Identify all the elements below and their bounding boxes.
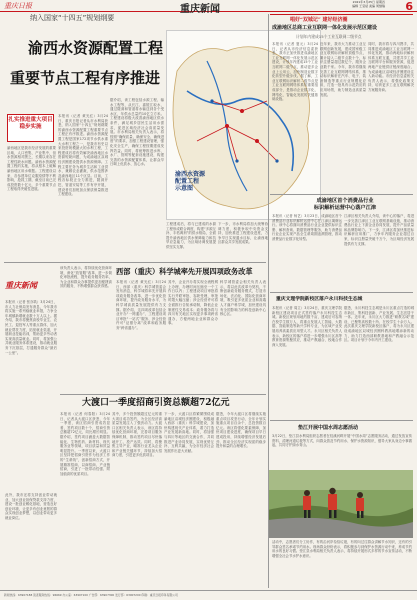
photo-story-text: 3月22日，垫江县水利局组织志愿者在桂溪河畔开展“中国水周”志愿服务活动，通过发放宣传资料、清理河道垃圾等方式，向群众普及节约用水、保护水资源知识，倡导大家从身边小事做起，共同守护绿水青山。	[272, 434, 412, 448]
lower-col2: 其中，多个投资额超过亿元的重大项目成功签约，为全区经济高质量发展注入了强劲动力。大渡口区相关负责人表示，该区将持续优化营商环境，完善项目服务保障机制，推动签约项目尽快落地开工、投产达效。同时，将聚焦主导产业，瞄准行业龙头企业和产业链关键环节，持续加大招商力度，引进更多优质项目。	[112, 412, 162, 458]
right-low-col1: 本报讯（记者 周立）3月24日，重庆文理学院新校区建设项目正式签约落户永川科技生态城。新校区规划用地约数千亩，建成后可容纳在校学生数万人，将重点发展人工智能、大数据、智能制造等新兴学科专业，为区域产业发展培养高素质应用型人才。永川区相关负责人表示，新校区的落户将进一步增强永川区高等教育资源集聚效应，推动产教融合、校地合作深入发展。	[272, 306, 342, 347]
lead-body-col0: 渝西地区是我市经济发展的重要区域，人口密集、产业集中，但水资源相对匮乏，长期以来存在工程性缺水问题。渝西水资源配置工程的实施，将从根本上破解渝西地区用水难题。工程建设以来，各参建单位克服疫情等不利影响，抢抓工期，截至目前已完成投资数十亿元，多个重要节点工程取得突破性进展。	[7, 146, 56, 192]
right-top-title: 成渝地区总商工业互联网一体化发展示范区建设	[272, 25, 378, 31]
page-footer: 新闻热线：63907188 读者服务热线：96669 办公室：63907100 广告部：63907300 发行部：63907200 印刷：重庆日报印务有限公司	[0, 590, 417, 600]
photo-story-title: 垫江开展中国水周志愿活动	[298, 425, 359, 431]
masthead	[0, 0, 417, 15]
newspaper-logo: 重庆日报	[4, 2, 32, 10]
section-scroll-label: 重庆新闻	[5, 280, 37, 290]
lead-body-col1: 本报讯（记者 黄光红）3月24日，重庆日报记者从市水利局获悉，纳入国家“十四五”规划纲要的渝西水资源配置工程重要节点工程正有序推进。渝西水资源配置工程是国家172项节水供水重大水利工程之一，是我市有史以来投资规模最大的水利工程，工程建成后将有效解决渝西地区水资源短缺问题，为成渝地区双城经济圈建设提供水资源保障。工程主要任务为城乡生活和工业供水，兼顾农业灌溉，供水范围涉及渝西地区11个区县。目前，工程各标段正全力推进，隧洞开挖、管道安装等工作有序开展，建设者们加班加点保质保量推进工程建设。	[58, 114, 108, 197]
right-top-kicker: 唱好“双城记” 建好经济圈	[290, 17, 348, 23]
lead-title-line2: 重要节点工程有序推进	[10, 69, 161, 87]
lower-col3: 下一步，大渡口区将紧紧围绕成渝地区双城经济圈建设，积极融入西部（重庆）科学城建设，加快构建现代产业体系，着力打造产业发展新高地。同时，将加强与四川等地区的交流合作，共同推进产业协同发展，实现优势互补、互利共赢，为全市经济社会发展作出更大贡献。	[164, 412, 214, 453]
date-line: 2021年3月25日 星期四 编辑 王莹斌 美编 周继瑞	[352, 0, 385, 8]
left-mid-col1: 本报讯（记者 张亦筑）3月24日，市人力社保局发布消息，今年我市将实施一系列稳就业举措，力争全年城镇新增就业数十万人以上。据介绍，我市将聚焦高校毕业生、农民工、退役军人等重点群体，加大就业帮扶力度，拓宽就业渠道，开展职业技能培训，帮助更多劳动者实现高质量就业。同时，将加强公共就业服务体系建设，推动就业服务下沉基层，打通服务群众“最后一公里”。	[5, 300, 57, 355]
mid-col3: 科学城管委会相关负责人表示，将以此次改革为契机，不断创新政务服务模式，打造市场化、法治化、国际化营商环境，吸引更多优质企业和高端人才落户科学城，加快建设具有全国影响力的科技创新中心核心区。	[220, 280, 266, 317]
lead-body-col3: 工程建成后，将与已建成的水源工程形成联合调度，构建“多源互补、丰枯调剂”的供水格局，全面提升渝西地区供水保障能力和抗旱应急能力，为区域协调发展提供坚实支撑。	[166, 222, 216, 249]
left-low-col1: 此外，我市还将支持创业带动就业，加大创业担保贷款支持力度，建设一批创业孵化基地，营造良好创业环境，让更多有创业意愿的群众实现创业梦想，以创业带动更多就业岗位。	[5, 493, 57, 520]
page-number: 6	[405, 0, 413, 13]
right-top-col3: 同时，我市将与四川携手，共同推进成渝地区工业互联网一体化发展，推动两地标识解析体系互联互通，共建共享工业互联网平台和服务资源，促进两地产业链供应链深度融合，为成渝地区双城经济圈建设注入新动能。市经济信息委相关负责人表示，将强化政策支持，培育更多工业互联网解决方案服务商。	[368, 42, 414, 92]
lower-col4: 据悉，今年大渡口区将继续实施重点项目攻坚行动，全年计划实施重点项目百余个，总投资数百亿元。该区将强化要素保障，加快项目建设进度，确保项目早日建成投用，持续增强经济发展后劲，推动全区经济实现质的稳步提升和量的合理增长。	[216, 412, 266, 449]
section-title: 重庆新闻	[180, 4, 220, 15]
right-low-col2: 据悉，永川科技生态城是永川区重点打造的城市新区，集科技创新、产业发展、生态宜居于一体。近年来，永川区大力推进“职教名城”建设，已聚集高校数十所、在校学生十余万人。此次重庆文理学院新校区落户，将为永川区建设成渝地区双城经济圈科教高地增添新的动力，助力打造西部职教基地和产教融合示范区。项目计划于今年内开工建设。	[344, 306, 414, 343]
lead-body-col4: 下一步，市水利局将加大统筹协调力度，积极争取中央资金支持，加快推进工程建设进度，力争早日实现通水目标，让渝西地区群众共享发展成果。	[218, 222, 268, 245]
right-top-subtitle: 计划年内建成15个工业互联网二级节点	[296, 34, 362, 39]
right-mid-col1: 本报讯（记者 杨艺）3月23日，成渝地区首个消费品行业标识解析运营中心在江津区揭牌运行。该中心将面向消费品行业企业提供标识注册、解析查询、数据管理等服务，助力消费品行业企业实现产品全生命周期追溯管理，推动消费品行业数字化转型。	[272, 214, 342, 241]
lead-body-col2: 据介绍，该工程包括水源工程、输水工程等，从长江、嘉陵江取水，通过隧洞和管道将水输送到各个受水区，年供水总量约10亿立方米。工程建设将极大改善渝西地区供水条件，满足城乡居民生活用水需求，促进区域经济社会高质量发展。市水利局相关负责人表示，将按照“确保质量、确保安全、确保进度”的要求，加强工程建设管理，强化安全生产，确保工程按期建成发挥效益。同时，将统筹推进水库、水厂、管网等配套设施建设，构建完善的水资源配置体系，让群众早日喝上优质水、放心水。	[110, 98, 164, 167]
right-mid-col2: 江津区相关负责人介绍，该中心的落户，将进一步完善江津区工业互联网基础设施，推动消费品行业上下游企业协同发展，提升产品质量和品牌影响力。下一步，江津区将加快推进标识解析应用推广，力争年内服务企业超过百家，标识注册量突破千万个，为区域经济发展提供有力支撑。	[344, 214, 414, 246]
lower-col1: 本报讯（记者 何春阳）3月24日，记者从大渡口区获悉，今年一季度，该区招商引资成效显著，签约项目数十个，招商引资总额超72亿元，同比增长明显。据介绍，签约项目涵盖大数据智能化、生物医药、新材料、现代服务业等领域，项目质量和效益明显提升。一季度以来，大渡口区坚持把招商引资作为经济工作的“生命线”，创新招商方式，开展精准招商、以商招商、产业链招商，引进了一批带动性强、附加值高的优质项目。	[60, 412, 110, 476]
right-low-title: 重庆文理学院新校区落户永川科技生态城	[276, 296, 363, 302]
mid-headline: 西部（重庆）科学城率先开展四项政务改革	[116, 267, 253, 276]
map-caption: 渝西水资源 配置工程 示意图	[175, 171, 206, 192]
lead-title-line1: 渝西水资源配置工程	[28, 39, 164, 57]
right-mid-title: 成渝地区首个消费品行业 标识解析运营中心落户江津	[313, 198, 377, 211]
right-top-col2: 近年来，我市大力推动工业互联网创新发展，建成国家级工业互联网标识解析顶级节点，累计接入二级节点数十个，标识注册量超过数亿个，服务企业数千家。今年，我市将继续完善工业互联网网络体系，推动标识解析在汽车、电子、装备制造等重点行业规模化应用，打造一批具有示范效应的应用场景，助力制造业高质量发展。	[320, 42, 366, 97]
right-bottom-text: 活动中，志愿者们分工协作，有的沿河岸捡拾垃圾，有的向过往群众讲解节水知识，还有的引导群众签名承诺节约用水。现场群众纷纷表示，将积极参与到保护水资源行动中来，养成节约用水的良好习惯。垫江县水利局相关负责人表示，将持续开展形式多样的节水宣传活动，不断增强全社会节水护水意识。	[272, 540, 412, 558]
volunteer-photo	[268, 470, 413, 538]
mid-col2: 其中，企业开办将实现全流程网上办理，办理时间压缩至一个工作日以内；工程建设项目审批将实行并联审批、容缺受理，审批时限大幅压缩；涉企经营许可将全面推行告知承诺制，降低企业制度性交易成本；政务服务将与四川有关地区实现更多事项跨省通办，方便两地企业和群众办事。	[168, 280, 218, 326]
mid-col1: 本报讯（记者 黄光红）3月24日，西部（重庆）科学城管委会发布消息，科学城将率先开展四项政务服务改革，进一步优化营商环境，提升政务服务水平，为科学城高质量发展提供有力支撑。据介绍，这四项改革包括企业开办“一网通办”、工程建设项目审批“一站式”服务、涉企经营许可“证照分离”改革和政务服务“跨省通办”。	[116, 280, 166, 330]
lead-kicker: 纳入国家“十四五”规划纲要	[30, 14, 115, 22]
left-mid-col2a: 该负责人表示，将持续优化营商环境，深化“放管服”改革，进一步简化审批流程，提升政务服务效率，为企业和群众办事提供更加便捷高效的服务，不断增强群众获得感。	[60, 266, 112, 289]
lower-headline: 大渡口一季度招商引资总额超72亿元	[82, 398, 230, 408]
lead-badge: 扎实推进重大项目稳步实施	[7, 114, 54, 142]
right-top-col1: 本报讯（记者 夏元）3月24日，记者从市经济信息委获悉，我市正加快推进成渝地区工业互联网一体化发展示范区建设，计划年内建成15个工业互联网二级节点，推动更多企业上云用云，加快制造业数字化转型升级步伐。据了解，工业互联网标识解析二级节点是工业互联网网络体系的重要组成部分，是推动企业数字化、网络化、智能化发展的关键基础设施。	[272, 42, 318, 102]
